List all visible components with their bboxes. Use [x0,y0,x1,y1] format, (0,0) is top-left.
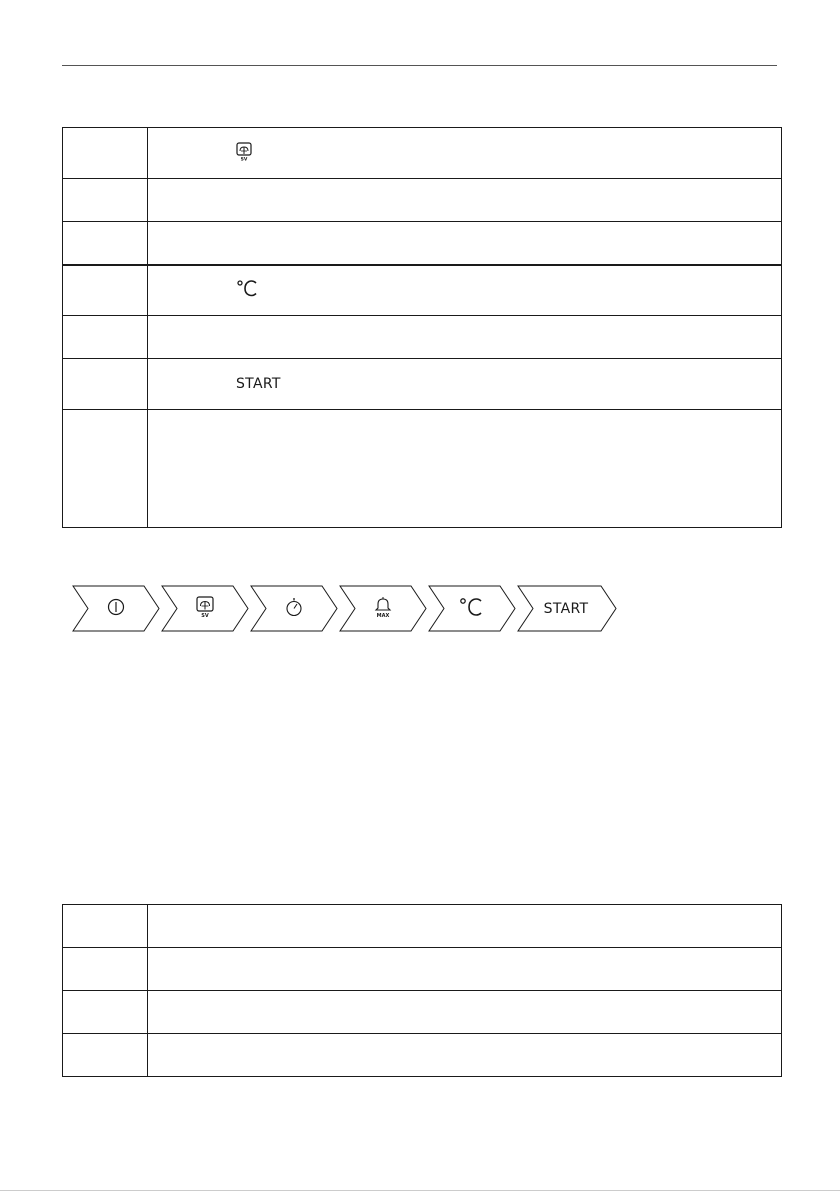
celsius-icon [459,597,485,621]
table-row [63,179,782,222]
step-text-cell [148,1034,782,1077]
start-key: START [236,376,281,392]
celsius-icon [236,279,260,301]
sequence-step-power [72,585,160,632]
step-text-cell [148,265,782,316]
sv-label: SV [240,157,248,161]
step-number-cell [63,265,148,316]
timer-icon [285,597,303,621]
max-label: MAX [376,612,390,618]
step-number-cell [63,991,148,1034]
sequence-step-sous-vide [161,585,249,632]
table-row [63,316,782,359]
step-number-cell [63,359,148,410]
step-text-cell [148,410,782,528]
power-icon [107,598,125,620]
table-row [63,128,782,179]
bell-max-icon [373,596,393,622]
step-number-cell [63,128,148,179]
header-rule [62,65,777,66]
step-text-cell [148,179,782,222]
procedure-table [62,127,782,528]
table-row [63,359,782,410]
step-number-cell [63,179,148,222]
step-number-cell [63,905,148,948]
step-number-cell [63,316,148,359]
start-key: START [543,600,589,617]
sv-label: SV [201,612,209,618]
sequence-step-start [517,585,617,632]
step-text-cell [148,991,782,1034]
table-row [63,410,782,528]
step-number-cell [63,1034,148,1077]
table-row [63,265,782,316]
table-row [63,991,782,1034]
step-text-cell [148,905,782,948]
sous-vide-icon [196,596,214,622]
step-number-cell [63,222,148,265]
step-number-cell [63,948,148,991]
sous-vide-icon [236,142,252,165]
table-row [63,948,782,991]
step-text-cell [148,128,782,179]
table-row [63,1034,782,1077]
step-text-cell [148,359,782,410]
table-row [63,222,782,265]
step-number-cell [63,410,148,528]
footer-rule [0,1190,840,1191]
sequence-step-temperature [428,585,516,632]
sequence-step-timer [250,585,338,632]
step-text-cell [148,948,782,991]
key-sequence-bar [72,585,617,632]
sequence-step-bell [339,585,427,632]
info-table [62,904,782,1077]
table-row [63,905,782,948]
step-text-cell [148,316,782,359]
step-text-cell [148,222,782,265]
